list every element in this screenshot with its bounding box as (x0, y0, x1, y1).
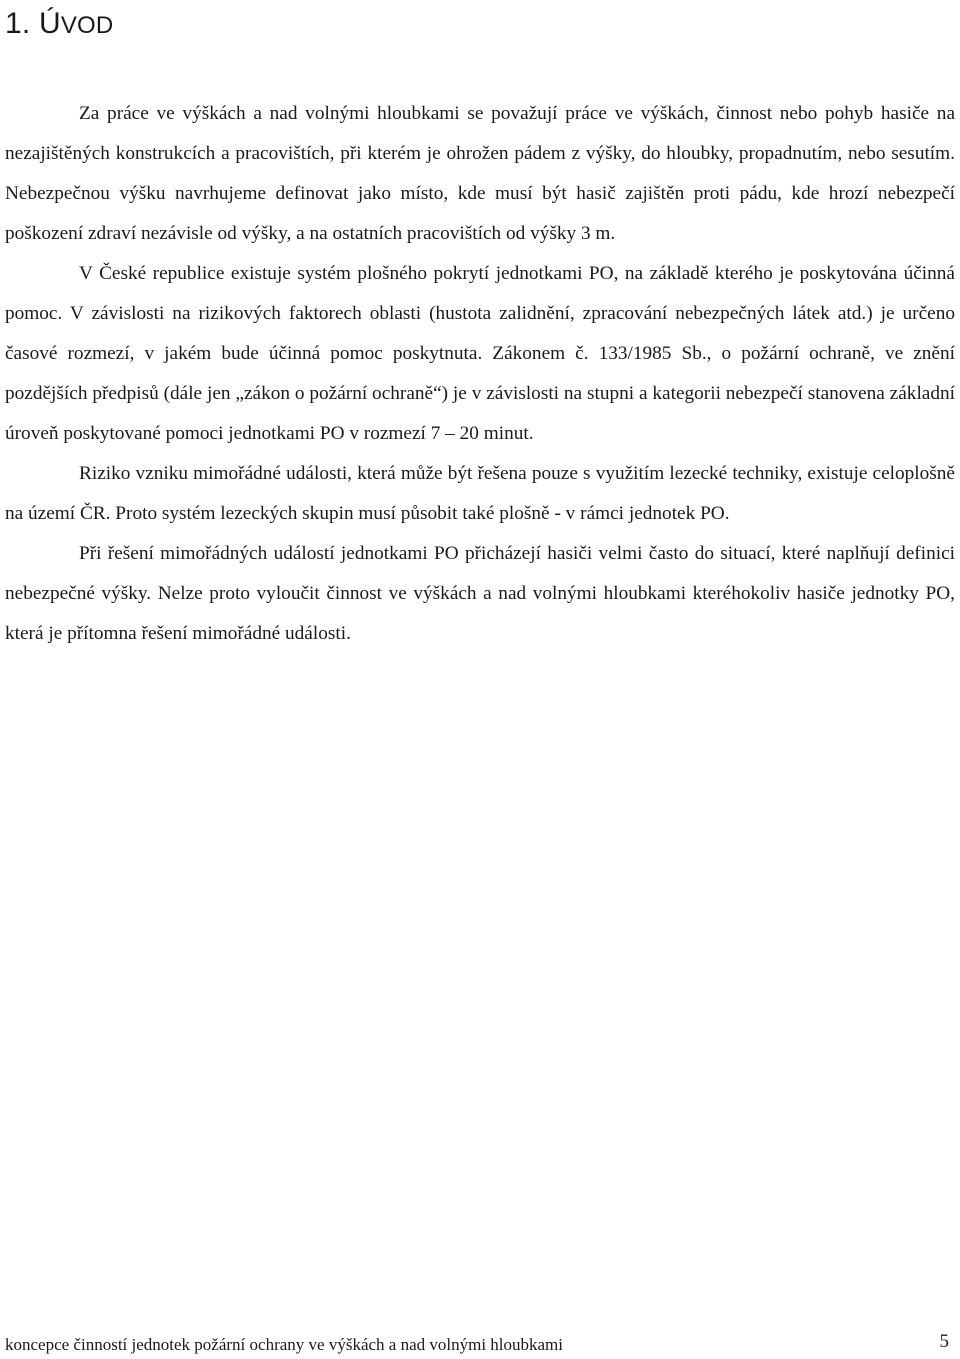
heading-rest: VOD (60, 12, 114, 39)
page-title (5, 2, 113, 48)
page-number: 5 (939, 1331, 949, 1352)
footer-title: koncepce činností jednotek požární ochrany ve výškách a nad volnými hloubkami (5, 1335, 564, 1354)
paragraph-1: Za práce ve výškách a nad volnými hloubkami se považují práce ve výškách, činnost nebo pohyb hasiče na nezajištěných konstrukcích a pracovištích, při kterém je ohrožen pádem z výšky, do hloubky, propadnutím, nebo sesutím. Nebezpečnou výšku navrhujeme definovat jako místo, kde musí být hasič zajištěn proti pádu, kde hrozí nebezpečí poškození zdraví nezávisle od výšky, a na ostatních pracovištích od výšky 3 m. (5, 103, 955, 244)
paragraph-3: Riziko vzniku mimořádné události, která může být řešena pouze s využitím lezecké techniky, existuje celoplošně na území ČR. Proto systém lezeckých skupin musí působit také plošně - v rámci jednotek PO. (5, 463, 955, 524)
heading-first-letter: Ú (38, 7, 61, 40)
heading-number: 1. (5, 7, 39, 40)
paragraph-2: V České republice existuje systém plošného pokrytí jednotkami PO, na základě kterého je poskytována účinná pomoc. V závislosti na rizikových faktorech oblasti (hustota zalidnění, zpracování nebezpečných látek atd.) je určeno časové rozmezí, v jakém bude účinná pomoc poskytnuta. Zákonem č. 133/1985 Sb., o požární ochraně, ve znění pozdějších předpisů (dále jen „zákon o požární ochraně“) je v závislosti na stupni a kategorii nebezpečí stanovena základní úroveň poskytované pomoci jednotkami PO v rozmezí 7 – 20 minut. (5, 263, 955, 444)
paragraph-4: Při řešení mimořádných událostí jednotkami PO přicházejí hasiči velmi často do situací, které naplňují definici nebezpečné výšky. Nelze proto vyloučit činnost ve výškách a nad volnými hloubkami kteréhokoliv hasiče jednotky PO, která je přítomna řešení mimořádné události. (5, 543, 955, 644)
document-body (5, 94, 955, 654)
